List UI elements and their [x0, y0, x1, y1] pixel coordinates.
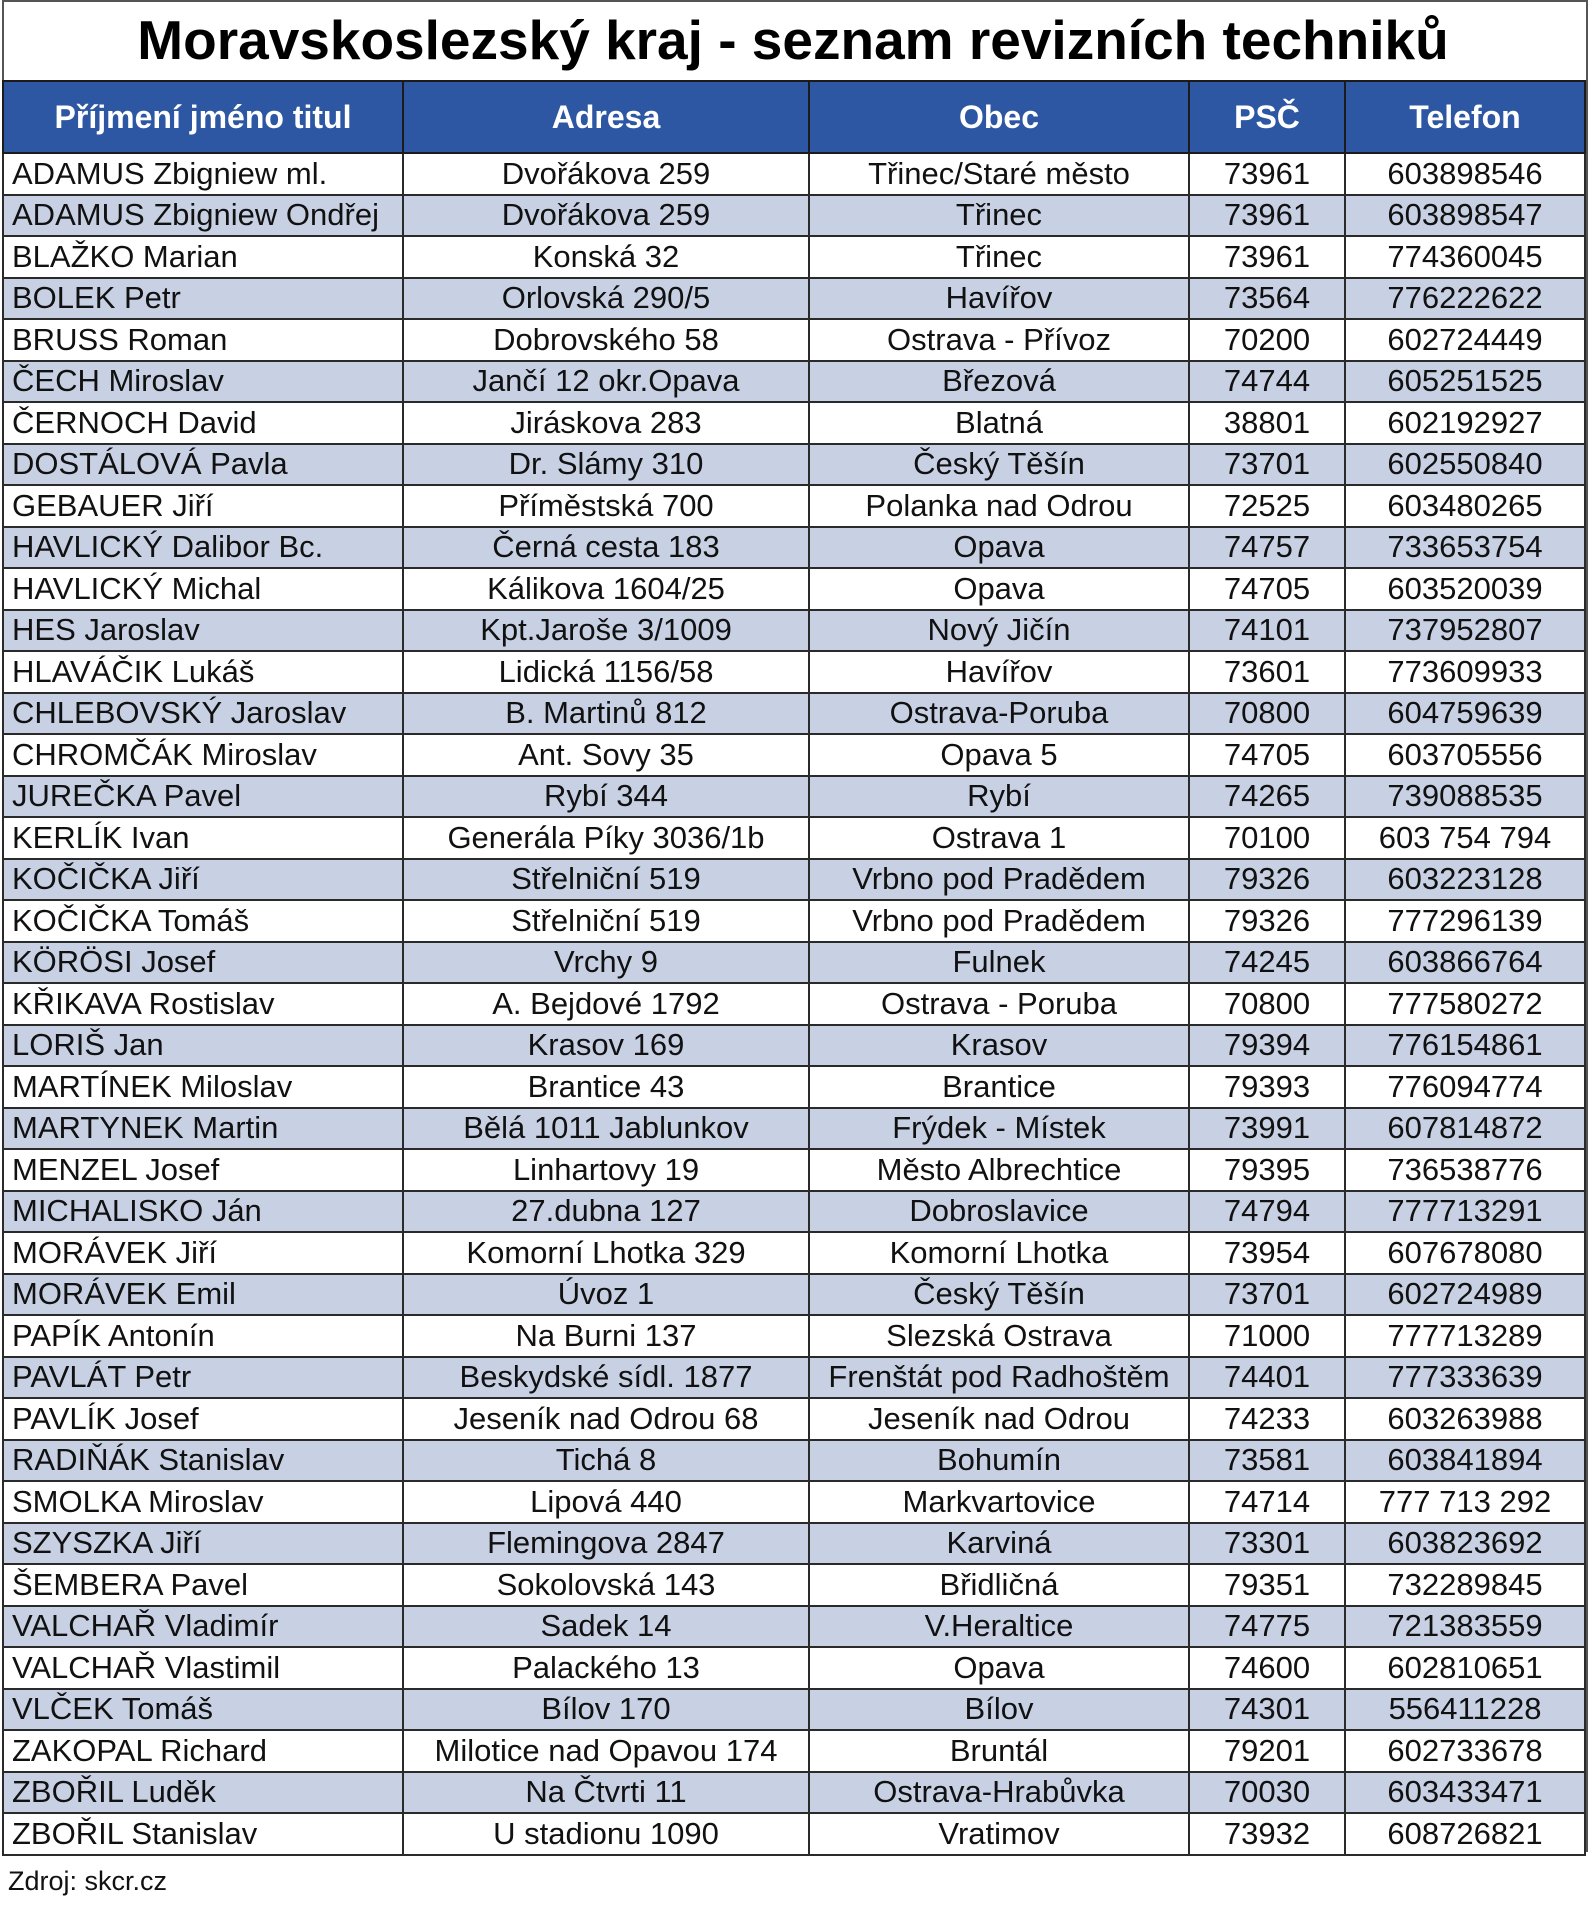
table-row — [3, 859, 1585, 901]
cell-phone: 604759639 — [1345, 693, 1585, 735]
cell-municipality: Ostrava - Poruba — [809, 983, 1189, 1025]
cell-phone: 607678080 — [1345, 1232, 1585, 1274]
cell-address: Sokolovská 143 — [403, 1564, 809, 1606]
cell-phone: 603866764 — [1345, 942, 1585, 984]
table-row — [3, 693, 1585, 735]
cell-address: Orlovská 290/5 — [403, 278, 809, 320]
cell-name: SZYSZKA Jiří — [3, 1523, 403, 1565]
cell-address: Lidická 1156/58 — [403, 651, 809, 693]
cell-address: Generála Píky 3036/1b — [403, 817, 809, 859]
cell-municipality: Jeseník nad Odrou — [809, 1398, 1189, 1440]
table-row — [3, 817, 1585, 859]
cell-address: Brantice 43 — [403, 1066, 809, 1108]
cell-municipality: Ostrava 1 — [809, 817, 1189, 859]
cell-name: CHROMČÁK Miroslav — [3, 734, 403, 776]
cell-postcode: 73961 — [1189, 195, 1345, 237]
table-row — [3, 734, 1585, 776]
cell-municipality: Opava — [809, 527, 1189, 569]
table-row — [3, 1772, 1585, 1814]
cell-name: VLČEK Tomáš — [3, 1689, 403, 1731]
cell-name: KERLÍK Ivan — [3, 817, 403, 859]
cell-postcode: 74101 — [1189, 610, 1345, 652]
table-row — [3, 1232, 1585, 1274]
cell-phone: 776154861 — [1345, 1025, 1585, 1067]
cell-postcode: 73701 — [1189, 1274, 1345, 1316]
cell-name: BLAŽKO Marian — [3, 236, 403, 278]
cell-address: Krasov 169 — [403, 1025, 809, 1067]
cell-name: VALCHAŘ Vladimír — [3, 1606, 403, 1648]
table-row — [3, 1398, 1585, 1440]
cell-municipality: Rybí — [809, 776, 1189, 818]
table-row — [3, 444, 1585, 486]
cell-address: Dr. Slámy 310 — [403, 444, 809, 486]
cell-name: ČERNOCH David — [3, 402, 403, 444]
cell-municipality: Český Těšín — [809, 1274, 1189, 1316]
cell-phone: 721383559 — [1345, 1606, 1585, 1648]
cell-municipality: Opava — [809, 1647, 1189, 1689]
table-row — [3, 361, 1585, 403]
cell-phone: 602724449 — [1345, 319, 1585, 361]
cell-postcode: 70200 — [1189, 319, 1345, 361]
cell-name: DOSTÁLOVÁ Pavla — [3, 444, 403, 486]
cell-postcode: 79201 — [1189, 1730, 1345, 1772]
cell-postcode: 79326 — [1189, 859, 1345, 901]
table-row — [3, 776, 1585, 818]
table-row — [3, 651, 1585, 693]
cell-postcode: 73581 — [1189, 1440, 1345, 1482]
cell-phone: 556411228 — [1345, 1689, 1585, 1731]
cell-municipality: Havířov — [809, 278, 1189, 320]
cell-phone: 777713289 — [1345, 1315, 1585, 1357]
table-row — [3, 568, 1585, 610]
cell-postcode: 73601 — [1189, 651, 1345, 693]
cell-phone: 603841894 — [1345, 1440, 1585, 1482]
cell-address: Rybí 344 — [403, 776, 809, 818]
cell-address: Příměstská 700 — [403, 485, 809, 527]
cell-address: Flemingova 2847 — [403, 1523, 809, 1565]
cell-postcode: 71000 — [1189, 1315, 1345, 1357]
table-row — [3, 527, 1585, 569]
cell-phone: 777713291 — [1345, 1191, 1585, 1233]
cell-phone: 774360045 — [1345, 236, 1585, 278]
cell-municipality: Třinec — [809, 236, 1189, 278]
cell-name: MENZEL Josef — [3, 1149, 403, 1191]
cell-phone: 603433471 — [1345, 1772, 1585, 1814]
cell-address: Bělá 1011 Jablunkov — [403, 1108, 809, 1150]
cell-municipality: Třinec/Staré město — [809, 153, 1189, 195]
cell-name: ČECH Miroslav — [3, 361, 403, 403]
cell-municipality: Dobroslavice — [809, 1191, 1189, 1233]
cell-address: Tichá 8 — [403, 1440, 809, 1482]
cell-postcode: 38801 — [1189, 402, 1345, 444]
cell-phone: 733653754 — [1345, 527, 1585, 569]
cell-phone: 732289845 — [1345, 1564, 1585, 1606]
cell-name: KŘIKAVA Rostislav — [3, 983, 403, 1025]
cell-address: Ant. Sovy 35 — [403, 734, 809, 776]
cell-address: 27.dubna 127 — [403, 1191, 809, 1233]
cell-postcode: 70800 — [1189, 693, 1345, 735]
cell-municipality: Markvartovice — [809, 1481, 1189, 1523]
cell-name: KOČIČKA Tomáš — [3, 900, 403, 942]
cell-postcode: 70030 — [1189, 1772, 1345, 1814]
cell-address: Jančí 12 okr.Opava — [403, 361, 809, 403]
cell-postcode: 73564 — [1189, 278, 1345, 320]
cell-name: KÖRÖSI Josef — [3, 942, 403, 984]
cell-municipality: Ostrava-Hrabůvka — [809, 1772, 1189, 1814]
cell-name: CHLEBOVSKÝ Jaroslav — [3, 693, 403, 735]
cell-address: Úvoz 1 — [403, 1274, 809, 1316]
cell-municipality: Vrbno pod Pradědem — [809, 900, 1189, 942]
cell-name: ADAMUS Zbigniew Ondřej — [3, 195, 403, 237]
cell-municipality: Třinec — [809, 195, 1189, 237]
cell-address: Kpt.Jaroše 3/1009 — [403, 610, 809, 652]
cell-address: Linhartovy 19 — [403, 1149, 809, 1191]
cell-phone: 605251525 — [1345, 361, 1585, 403]
cell-name: MARTÍNEK Miloslav — [3, 1066, 403, 1108]
table-row — [3, 402, 1585, 444]
cell-name: SMOLKA Miroslav — [3, 1481, 403, 1523]
table-row — [3, 1025, 1585, 1067]
cell-address: Dobrovského 58 — [403, 319, 809, 361]
table-row — [3, 1523, 1585, 1565]
cell-name: GEBAUER Jiří — [3, 485, 403, 527]
cell-municipality: Opava 5 — [809, 734, 1189, 776]
cell-postcode: 74600 — [1189, 1647, 1345, 1689]
table-header-row — [3, 81, 1585, 153]
cell-phone: 776222622 — [1345, 278, 1585, 320]
cell-municipality: Blatná — [809, 402, 1189, 444]
table-row — [3, 1357, 1585, 1399]
cell-name: ŠEMBERA Pavel — [3, 1564, 403, 1606]
cell-address: Jeseník nad Odrou 68 — [403, 1398, 809, 1440]
cell-address: Bílov 170 — [403, 1689, 809, 1731]
table-row — [3, 1689, 1585, 1731]
cell-phone: 777296139 — [1345, 900, 1585, 942]
column-header-phone: Telefon — [1345, 81, 1585, 153]
cell-postcode: 74757 — [1189, 527, 1345, 569]
cell-postcode: 79326 — [1189, 900, 1345, 942]
cell-address: Sadek 14 — [403, 1606, 809, 1648]
cell-postcode: 79394 — [1189, 1025, 1345, 1067]
cell-municipality: Karviná — [809, 1523, 1189, 1565]
column-header-name: Příjmení jméno titul — [3, 81, 403, 153]
cell-phone: 777 713 292 — [1345, 1481, 1585, 1523]
column-header-municipality: Obec — [809, 81, 1189, 153]
cell-name: MORÁVEK Jiří — [3, 1232, 403, 1274]
cell-phone: 773609933 — [1345, 651, 1585, 693]
cell-municipality: Frenštát pod Radhoštěm — [809, 1357, 1189, 1399]
technicians-table — [2, 80, 1586, 1856]
cell-name: VALCHAŘ Vlastimil — [3, 1647, 403, 1689]
cell-name: MICHALISKO Ján — [3, 1191, 403, 1233]
table-row — [3, 195, 1585, 237]
cell-address: Komorní Lhotka 329 — [403, 1232, 809, 1274]
table-row — [3, 485, 1585, 527]
cell-postcode: 74401 — [1189, 1357, 1345, 1399]
cell-name: MARTYNEK Martin — [3, 1108, 403, 1150]
cell-phone: 603263988 — [1345, 1398, 1585, 1440]
cell-postcode: 74233 — [1189, 1398, 1345, 1440]
cell-municipality: Opava — [809, 568, 1189, 610]
cell-address: Lipová 440 — [403, 1481, 809, 1523]
cell-postcode: 70800 — [1189, 983, 1345, 1025]
table-row — [3, 1066, 1585, 1108]
cell-name: ZAKOPAL Richard — [3, 1730, 403, 1772]
table-row — [3, 1730, 1585, 1772]
table-row — [3, 900, 1585, 942]
table-row — [3, 1108, 1585, 1150]
cell-postcode: 73961 — [1189, 236, 1345, 278]
cell-postcode: 79393 — [1189, 1066, 1345, 1108]
cell-address: Střelniční 519 — [403, 900, 809, 942]
cell-address: Dvořákova 259 — [403, 153, 809, 195]
cell-phone: 603 754 794 — [1345, 817, 1585, 859]
table-row — [3, 1315, 1585, 1357]
page-title: Moravskoslezský kraj - seznam revizních techniků — [137, 9, 1449, 71]
cell-phone: 603223128 — [1345, 859, 1585, 901]
cell-phone: 602724989 — [1345, 1274, 1585, 1316]
table-row — [3, 1191, 1585, 1233]
cell-postcode: 74744 — [1189, 361, 1345, 403]
cell-phone: 602810651 — [1345, 1647, 1585, 1689]
cell-municipality: Vrbno pod Pradědem — [809, 859, 1189, 901]
cell-address: Na Čtvrti 11 — [403, 1772, 809, 1814]
cell-municipality: Březová — [809, 361, 1189, 403]
cell-municipality: Český Těšín — [809, 444, 1189, 486]
cell-postcode: 79395 — [1189, 1149, 1345, 1191]
cell-phone: 737952807 — [1345, 610, 1585, 652]
cell-postcode: 74705 — [1189, 568, 1345, 610]
cell-postcode: 73932 — [1189, 1813, 1345, 1855]
cell-postcode: 74705 — [1189, 734, 1345, 776]
table-row — [3, 319, 1585, 361]
cell-phone: 603480265 — [1345, 485, 1585, 527]
cell-phone: 777580272 — [1345, 983, 1585, 1025]
cell-name: MORÁVEK Emil — [3, 1274, 403, 1316]
cell-address: B. Martinů 812 — [403, 693, 809, 735]
table-row — [3, 1440, 1585, 1482]
cell-municipality: Ostrava-Poruba — [809, 693, 1189, 735]
table-row — [3, 1481, 1585, 1523]
cell-name: HLAVÁČIK Lukáš — [3, 651, 403, 693]
cell-postcode: 72525 — [1189, 485, 1345, 527]
cell-name: BRUSS Roman — [3, 319, 403, 361]
cell-postcode: 79351 — [1189, 1564, 1345, 1606]
cell-postcode: 73954 — [1189, 1232, 1345, 1274]
cell-name: KOČIČKA Jiří — [3, 859, 403, 901]
table-row — [3, 1606, 1585, 1648]
cell-phone: 739088535 — [1345, 776, 1585, 818]
cell-name: LORIŠ Jan — [3, 1025, 403, 1067]
cell-municipality: Komorní Lhotka — [809, 1232, 1189, 1274]
cell-phone: 608726821 — [1345, 1813, 1585, 1855]
cell-municipality: Havířov — [809, 651, 1189, 693]
cell-municipality: Polanka nad Odrou — [809, 485, 1189, 527]
cell-phone: 603898547 — [1345, 195, 1585, 237]
cell-phone: 776094774 — [1345, 1066, 1585, 1108]
table-row — [3, 1274, 1585, 1316]
cell-name: RADIŇÁK Stanislav — [3, 1440, 403, 1482]
cell-address: Dvořákova 259 — [403, 195, 809, 237]
cell-postcode: 74775 — [1189, 1606, 1345, 1648]
cell-phone: 603520039 — [1345, 568, 1585, 610]
cell-postcode: 70100 — [1189, 817, 1345, 859]
cell-name: ADAMUS Zbigniew ml. — [3, 153, 403, 195]
cell-address: Beskydské sídl. 1877 — [403, 1357, 809, 1399]
cell-municipality: Břidličná — [809, 1564, 1189, 1606]
cell-postcode: 74301 — [1189, 1689, 1345, 1731]
cell-municipality: V.Heraltice — [809, 1606, 1189, 1648]
cell-municipality: Slezská Ostrava — [809, 1315, 1189, 1357]
cell-postcode: 74794 — [1189, 1191, 1345, 1233]
table-row — [3, 610, 1585, 652]
cell-municipality: Vratimov — [809, 1813, 1189, 1855]
cell-postcode: 74714 — [1189, 1481, 1345, 1523]
source-note: Zdroj: skcr.cz — [8, 1866, 168, 1896]
cell-phone: 607814872 — [1345, 1108, 1585, 1150]
cell-address: Kálikova 1604/25 — [403, 568, 809, 610]
cell-name: HAVLICKÝ Dalibor Bc. — [3, 527, 403, 569]
table-row — [3, 153, 1585, 195]
cell-phone: 603823692 — [1345, 1523, 1585, 1565]
cell-name: JUREČKA Pavel — [3, 776, 403, 818]
cell-name: PAVLÍK Josef — [3, 1398, 403, 1440]
cell-postcode: 73991 — [1189, 1108, 1345, 1150]
cell-phone: 602550840 — [1345, 444, 1585, 486]
cell-address: Střelniční 519 — [403, 859, 809, 901]
cell-phone: 602733678 — [1345, 1730, 1585, 1772]
cell-name: HES Jaroslav — [3, 610, 403, 652]
cell-municipality: Frýdek - Místek — [809, 1108, 1189, 1150]
table-row — [3, 942, 1585, 984]
cell-municipality: Bohumín — [809, 1440, 1189, 1482]
table-row — [3, 983, 1585, 1025]
cell-phone: 736538776 — [1345, 1149, 1585, 1191]
cell-name: HAVLICKÝ Michal — [3, 568, 403, 610]
cell-postcode: 73301 — [1189, 1523, 1345, 1565]
cell-name: PAPÍK Antonín — [3, 1315, 403, 1357]
cell-municipality: Město Albrechtice — [809, 1149, 1189, 1191]
cell-address: Konská 32 — [403, 236, 809, 278]
table-row — [3, 278, 1585, 320]
table-row — [3, 236, 1585, 278]
cell-municipality: Ostrava - Přívoz — [809, 319, 1189, 361]
cell-phone: 603898546 — [1345, 153, 1585, 195]
cell-name: BOLEK Petr — [3, 278, 403, 320]
column-header-postcode: PSČ — [1189, 81, 1345, 153]
cell-municipality: Nový Jičín — [809, 610, 1189, 652]
table-row — [3, 1813, 1585, 1855]
table-row — [3, 1564, 1585, 1606]
cell-municipality: Fulnek — [809, 942, 1189, 984]
cell-address: Jiráskova 283 — [403, 402, 809, 444]
table-row — [3, 1149, 1585, 1191]
column-header-address: Adresa — [403, 81, 809, 153]
cell-address: Na Burni 137 — [403, 1315, 809, 1357]
cell-name: ZBOŘIL Stanislav — [3, 1813, 403, 1855]
cell-postcode: 74245 — [1189, 942, 1345, 984]
cell-address: U stadionu 1090 — [403, 1813, 809, 1855]
cell-address: Černá cesta 183 — [403, 527, 809, 569]
cell-phone: 603705556 — [1345, 734, 1585, 776]
cell-phone: 777333639 — [1345, 1357, 1585, 1399]
table-row — [3, 1647, 1585, 1689]
cell-municipality: Bruntál — [809, 1730, 1189, 1772]
cell-municipality: Krasov — [809, 1025, 1189, 1067]
cell-address: Vrchy 9 — [403, 942, 809, 984]
cell-municipality: Brantice — [809, 1066, 1189, 1108]
cell-municipality: Bílov — [809, 1689, 1189, 1731]
cell-name: ZBOŘIL Luděk — [3, 1772, 403, 1814]
cell-postcode: 74265 — [1189, 776, 1345, 818]
cell-address: Palackého 13 — [403, 1647, 809, 1689]
cell-name: PAVLÁT Petr — [3, 1357, 403, 1399]
cell-postcode: 73961 — [1189, 153, 1345, 195]
cell-address: A. Bejdové 1792 — [403, 983, 809, 1025]
cell-postcode: 73701 — [1189, 444, 1345, 486]
cell-phone: 602192927 — [1345, 402, 1585, 444]
cell-address: Milotice nad Opavou 174 — [403, 1730, 809, 1772]
